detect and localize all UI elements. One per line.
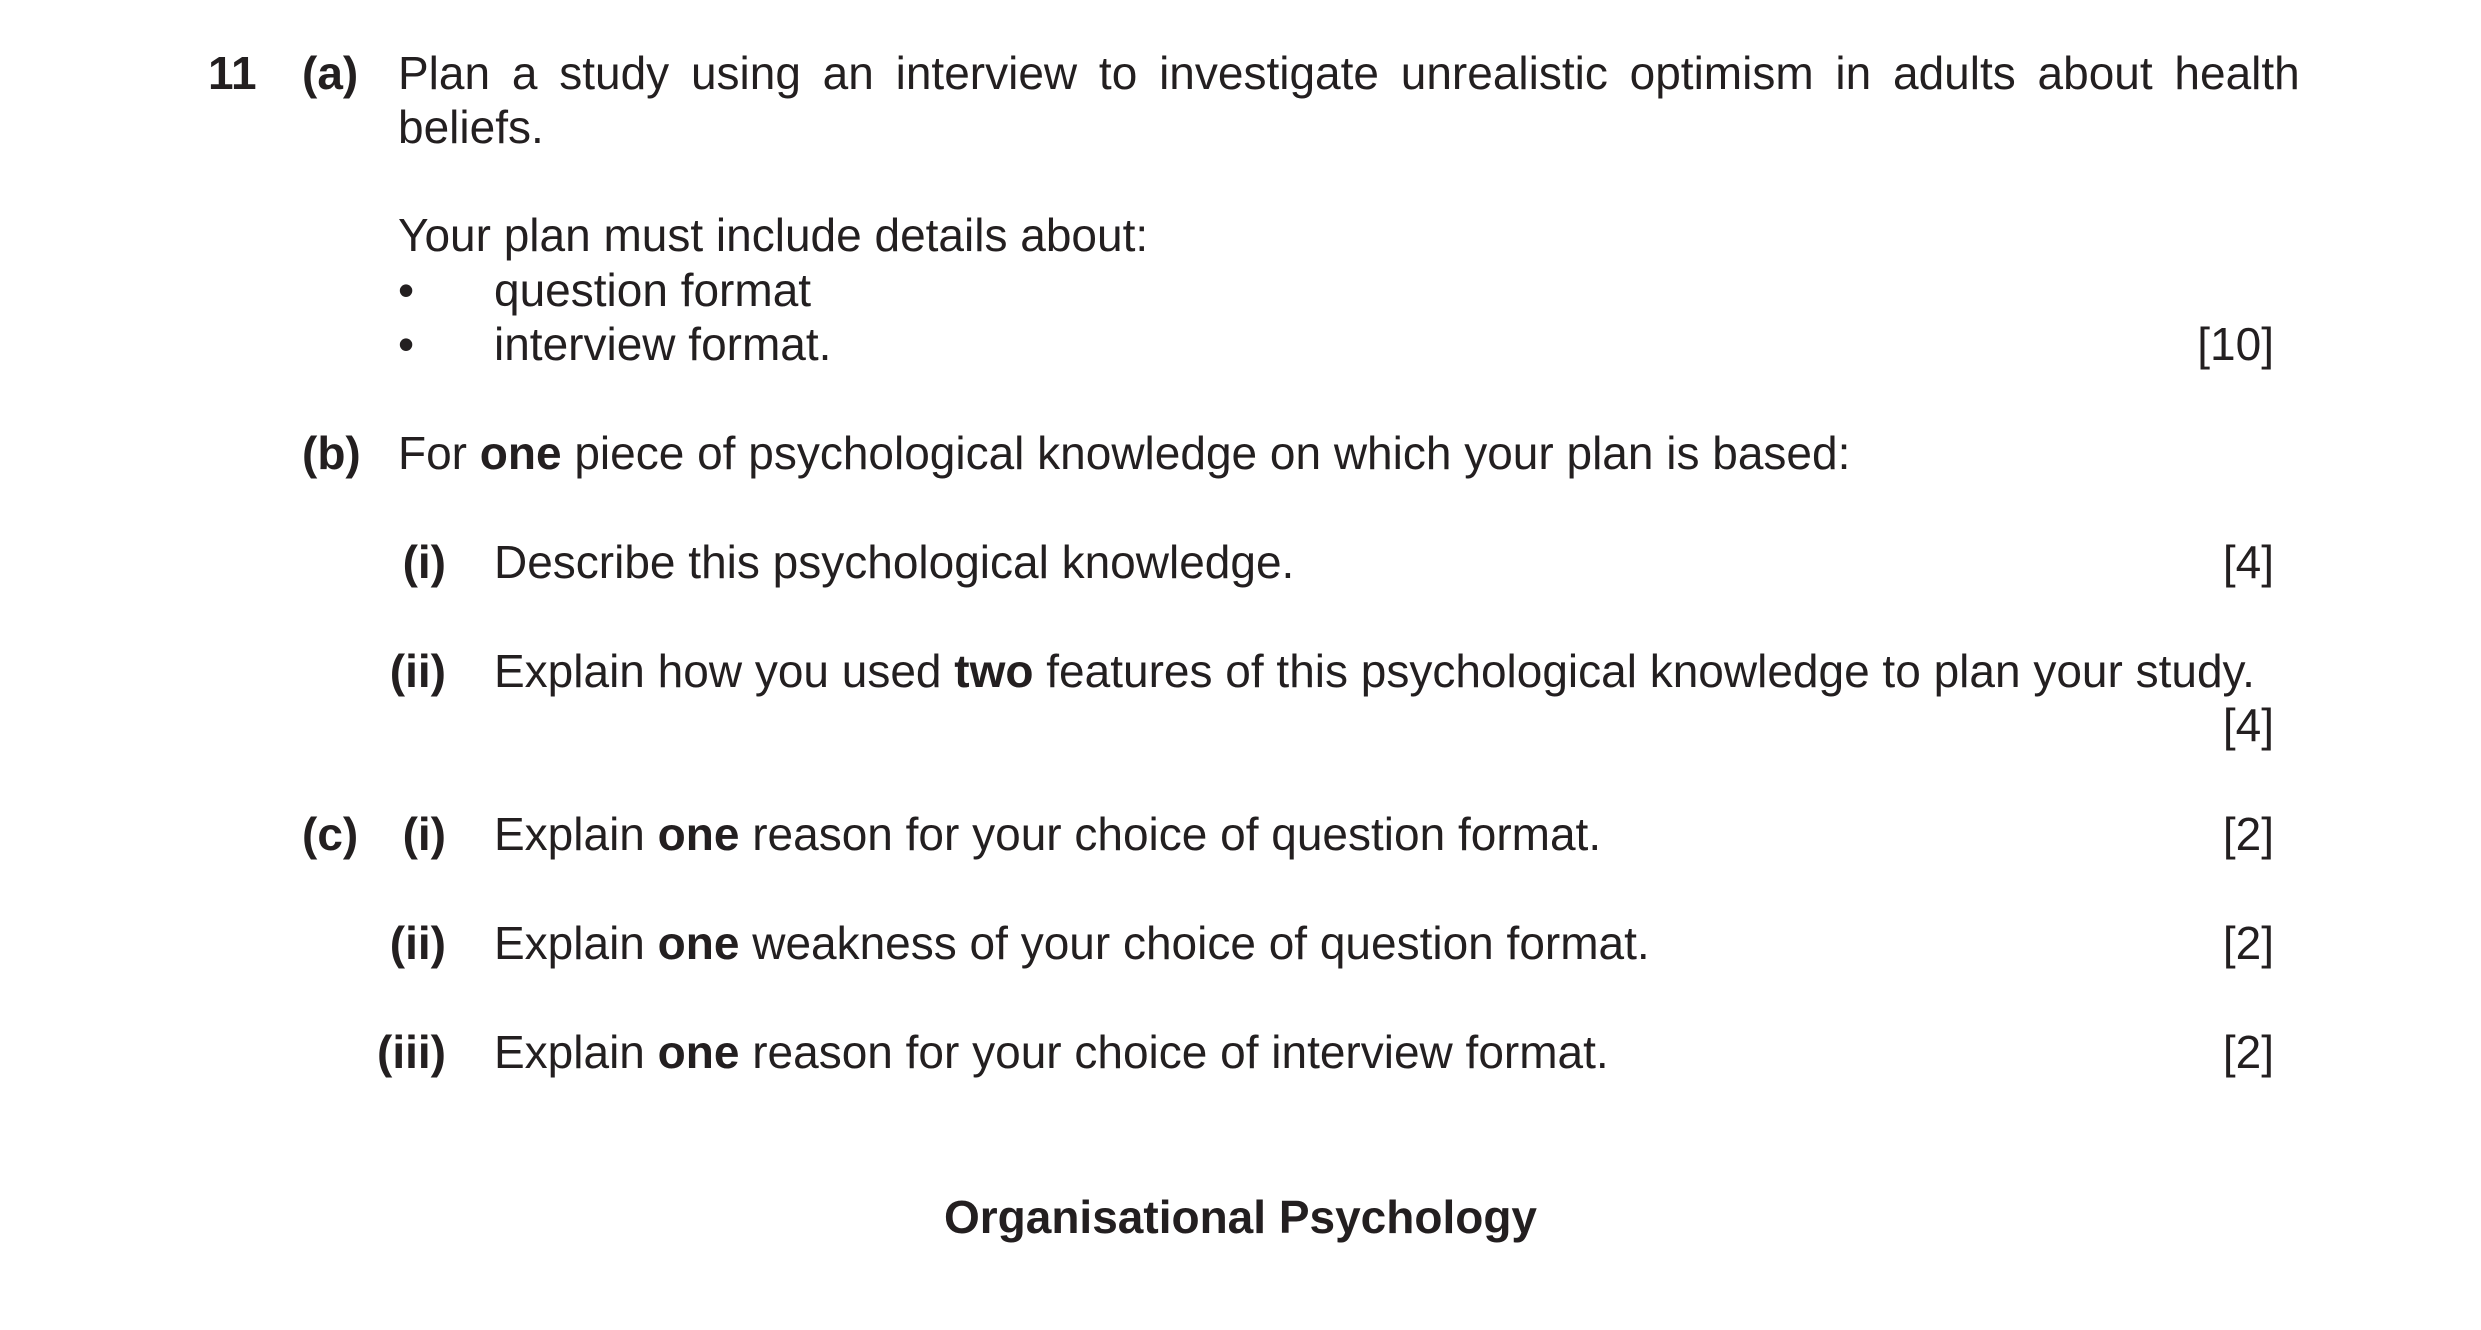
part-c-i-bold: one xyxy=(657,808,740,860)
part-c-i-marks: [2] xyxy=(2222,808,2274,860)
part-c-iii-pre: Explain xyxy=(494,1026,658,1078)
part-c-iii-bold: one xyxy=(657,1026,740,1078)
part-b-stem-pre: For xyxy=(398,427,480,479)
part-b-stem-bold: one xyxy=(479,427,562,479)
part-b-stem-post: piece of psychological knowledge on which your plan is based: xyxy=(561,427,1851,479)
part-c-iii-text xyxy=(494,1025,1609,1079)
part-c-i-pre: Explain xyxy=(494,808,658,860)
part-a-intro: Your plan must include details about: xyxy=(398,209,1149,261)
bullet-icon: • xyxy=(398,264,415,316)
part-b-i-marks: [4] xyxy=(2222,536,2274,588)
part-b-i-text: Describe this psychological knowledge. xyxy=(494,536,1295,588)
part-c-ii-post: weakness of your choice of question format. xyxy=(739,917,1650,969)
part-c-ii-marks: [2] xyxy=(2222,917,2274,969)
bullet-icon: • xyxy=(398,318,415,370)
part-a-label: (a) xyxy=(302,47,359,99)
part-b-ii-text xyxy=(494,644,2255,698)
part-c-iii-post: reason for your choice of interview format. xyxy=(739,1026,1609,1078)
part-a-stem-line2: beliefs. xyxy=(398,101,544,153)
part-b-label: (b) xyxy=(302,427,361,479)
part-a-marks: [10] xyxy=(2197,318,2274,370)
part-c-ii-label: (ii) xyxy=(389,917,446,969)
part-c-ii-pre: Explain xyxy=(494,917,658,969)
part-c-i-text xyxy=(494,807,1601,861)
part-c-ii-text xyxy=(494,916,1650,970)
part-c-i-post: reason for your choice of question format. xyxy=(739,808,1602,860)
section-heading: Organisational Psychology xyxy=(943,1191,1538,1243)
part-c-iii-marks: [2] xyxy=(2222,1026,2274,1078)
bullet-item-question-format: question format xyxy=(494,264,812,316)
part-b-stem xyxy=(398,426,1850,480)
part-c-i-label: (i) xyxy=(402,808,446,860)
part-b-ii-bold: two xyxy=(954,645,1034,697)
part-b-ii-pre: Explain how you used xyxy=(494,645,955,697)
bullet-item-interview-format: interview format. xyxy=(494,318,832,370)
part-c-label: (c) xyxy=(302,808,359,860)
question-number: 11 xyxy=(208,47,257,99)
part-b-ii-marks: [4] xyxy=(2222,699,2274,751)
part-c-ii-bold: one xyxy=(657,917,740,969)
part-b-i-label: (i) xyxy=(402,536,446,588)
part-a-stem-line1: Plan a study using an interview to investigate unrealistic optimism in adults about health xyxy=(398,47,2300,99)
part-c-iii-label: (iii) xyxy=(377,1026,446,1078)
part-b-ii-label: (ii) xyxy=(389,645,446,697)
part-b-ii-post: features of this psychological knowledge to plan your study. xyxy=(1033,645,2255,697)
